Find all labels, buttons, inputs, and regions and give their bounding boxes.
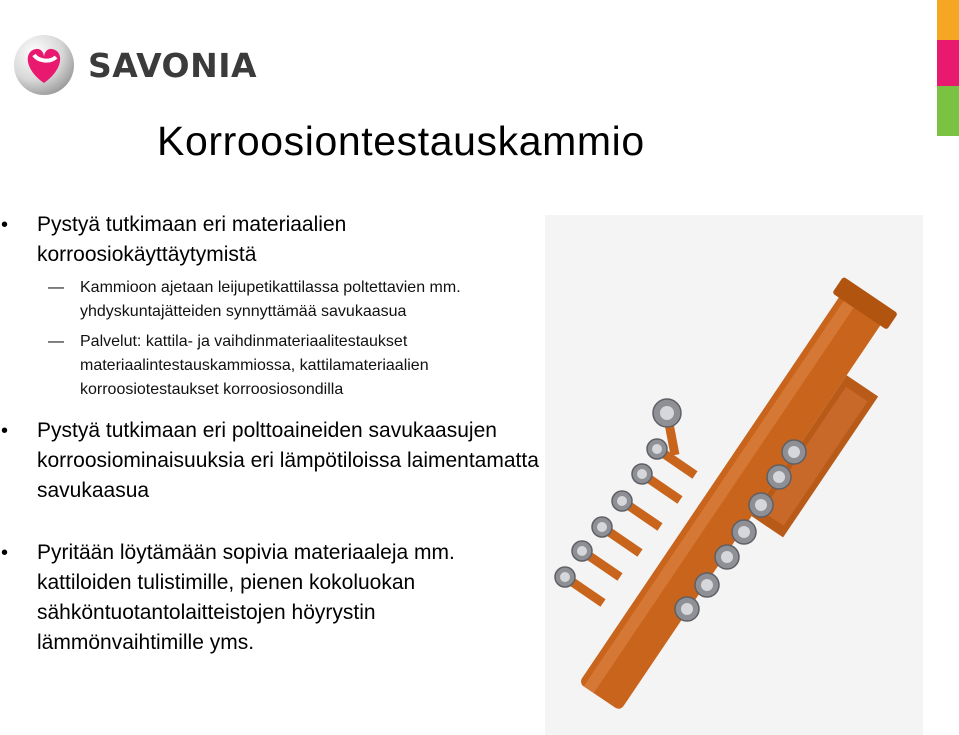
- stripe-orange: [937, 0, 959, 40]
- slide-content: [0, 210, 540, 658]
- stripe-pink: [937, 40, 959, 86]
- corrosion-chamber-3d-model-icon: [545, 215, 923, 735]
- bullet-1: • Pystyä tutkimaan eri materiaalien korroosiokäyttäytymistä: [0, 210, 540, 270]
- brand-name: SAVONIA: [88, 45, 258, 85]
- savonia-logo: [12, 30, 257, 100]
- bullet-2: • Pystyä tutkimaan eri polttoaineiden savukaasujen korroosiominaisuuksia eri lämpötiloissa laimentamatta savukaasua: [0, 416, 540, 506]
- sub-bullet-1: — Kammioon ajetaan leijupetikattilassa poltettavien mm. yhdyskuntajätteiden synnyttämää savukaasua: [0, 276, 540, 324]
- bullet-3: • Pyritään löytämään sopivia materiaaleja mm. kattiloiden tulistimille, pienen kokoluokan sähköntuotantolaitteistojen höyrystin lämmönvaihtimille yms.: [0, 538, 540, 658]
- stripe-green: [937, 86, 959, 136]
- brand-color-stripes: [937, 0, 959, 136]
- sub-bullet-2: — Palvelut: kattila- ja vaihdinmateriaalitestaukset materiaalintestauskammiossa, kattilamateriaalien korroosiotestaukset korroosiosondilla: [0, 330, 540, 402]
- savonia-heart-logo-icon: [12, 33, 76, 97]
- slide-title: Korroosiontestauskammio: [157, 118, 645, 164]
